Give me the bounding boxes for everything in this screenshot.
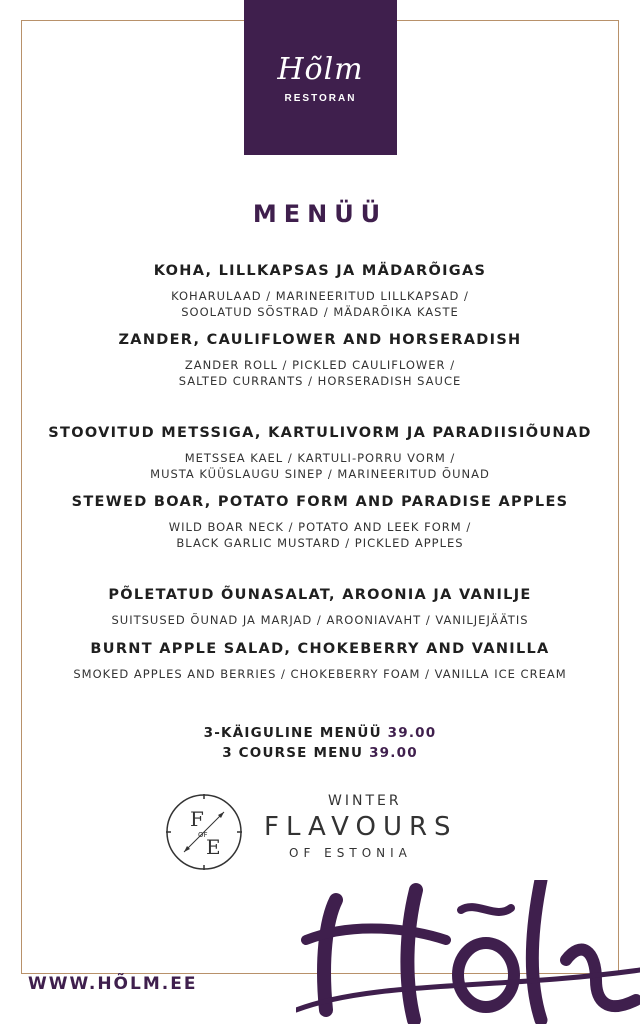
logo-subtitle: RESTORAN: [284, 93, 357, 104]
dish-description: [0, 288, 640, 320]
dish-desc-line: METSSEA KAEL / KARTULI-PORRU VORM /: [184, 451, 456, 465]
dish-description: [0, 519, 640, 551]
emblem-of: OF: [198, 831, 208, 839]
restaurant-logo-box: [244, 0, 397, 155]
dish-2-et: [0, 423, 640, 482]
dish-description: [0, 612, 640, 628]
dish-desc-line: SALTED CURRANTS / HORSERADISH SAUCE: [178, 374, 462, 388]
dish-name: PÕLETATUD ÕUNASALAT, AROONIA JA VANILJE: [108, 587, 532, 603]
dish-name: STEWED BOAR, POTATO FORM AND PARADISE APPLES: [71, 494, 569, 510]
dish-description: [0, 666, 640, 682]
dish-desc-line: MUSTA KÜÜSLAUGU SINEP / MARINEERITUD ÕUNAD: [150, 467, 490, 481]
menu-title: MENÜÜ: [252, 200, 388, 228]
price-line-et: [0, 723, 640, 743]
price-block: [0, 723, 640, 763]
logo-script-text: Hõlm: [277, 52, 364, 87]
price-label: 3-KÄIGULINE MENÜÜ: [203, 725, 382, 741]
dish-name: ZANDER, CAULIFLOWER AND HORSERADISH: [118, 332, 522, 348]
fofe-emblem-icon: [164, 792, 244, 872]
dish-description: [0, 450, 640, 482]
dish-3-et: [0, 585, 640, 628]
emblem-letter-f: F: [190, 807, 204, 831]
dish-1-et: [0, 261, 640, 320]
dish-desc-line: SMOKED APPLES AND BERRIES / CHOKEBERRY FOAM / VANILLA ICE CREAM: [73, 667, 567, 681]
dish-desc-line: BLACK GARLIC MUSTARD / PICKLED APPLES: [176, 536, 464, 550]
dish-2-en: [0, 492, 640, 551]
dish-name: BURNT APPLE SALAD, CHOKEBERRY AND VANILLA: [90, 641, 550, 657]
dish-desc-line: WILD BOAR NECK / POTATO AND LEEK FORM /: [168, 520, 472, 534]
emblem-letter-e: E: [206, 835, 221, 859]
price-label: 3 COURSE MENU: [222, 745, 364, 761]
dish-desc-line: KOHARULAAD / MARINEERITUD LILLKAPSAD /: [171, 289, 469, 303]
dish-name: STOOVITUD METSSIGA, KARTULIVORM JA PARADIISIÕUNAD: [48, 425, 592, 441]
dish-desc-line: ZANDER ROLL / PICKLED CAULIFLOWER /: [184, 358, 456, 372]
price-value: 39.00: [387, 725, 437, 741]
dish-1-en: [0, 330, 640, 389]
dish-3-en: [0, 639, 640, 682]
dish-desc-line: SOOLATUD SÕSTRAD / MÄDARÕIKA KASTE: [181, 305, 459, 319]
price-line-en: [0, 743, 640, 763]
price-value: 39.00: [369, 745, 418, 761]
flavours-line-flavours: FLAVOURS: [264, 812, 458, 842]
dish-desc-line: SUITSUSED ÕUNAD JA MARJAD / AROONIAVAHT / VANILJEJÄÄTIS: [111, 613, 529, 627]
flavours-line-estonia: OF ESTONIA: [289, 846, 412, 860]
big-holm-script-logo: [296, 880, 640, 1024]
dish-description: [0, 357, 640, 389]
website-link[interactable]: WWW.HÕLM.EE: [28, 974, 198, 994]
dish-name: KOHA, LILLKAPSAS JA MÄDARÕIGAS: [153, 263, 487, 279]
flavours-line-winter: WINTER: [328, 793, 402, 809]
